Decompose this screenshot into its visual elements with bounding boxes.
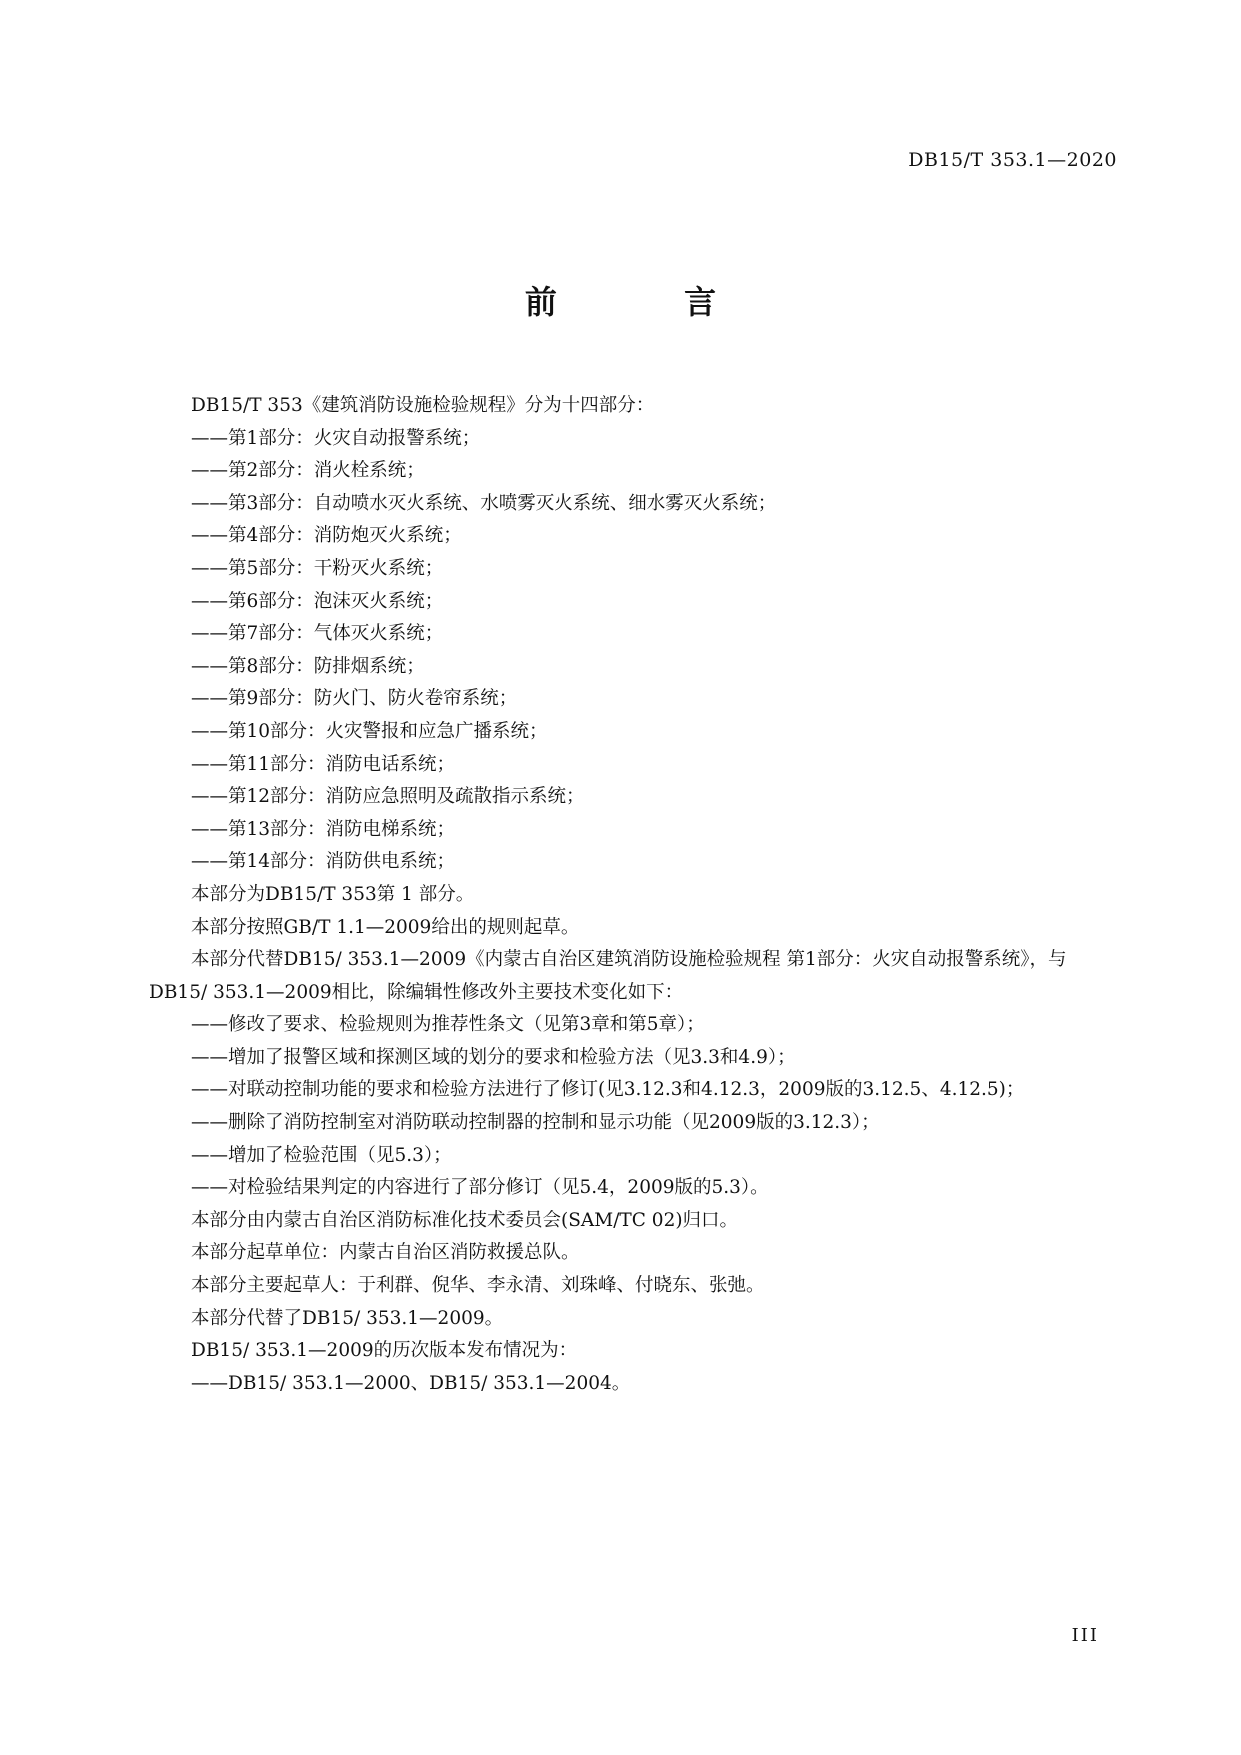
page-title: 前 言 bbox=[524, 283, 775, 321]
paragraph: 本部分主要起草人：于利群、倪华、李永清、刘珠峰、付晓东、张弛。 bbox=[191, 1275, 765, 1297]
list-item: ——增加了报警区域和探测区域的划分的要求和检验方法（见3.3和4.9）； bbox=[191, 1046, 796, 1068]
paragraph: 本部分由内蒙古自治区消防标准化技术委员会(SAM/TC 02)归口。 bbox=[191, 1209, 739, 1231]
list-item: ——第2部分：消火栓系统； bbox=[191, 460, 425, 482]
list-item: ——第10部分：火灾警报和应急广播系统； bbox=[191, 720, 548, 742]
page-number: III bbox=[1071, 1625, 1099, 1646]
paragraph: 本部分代替DB15/ 353.1—2009《内蒙古自治区建筑消防设施检验规程 第1部分：火灾自动报警系统》，与DB15/ 353.1—2009相比，除编辑性修改外主要技术变化如下： bbox=[149, 949, 1067, 1003]
list-item: ——第3部分：自动喷水灭火系统、水喷雾灭火系统、细水雾灭火系统； bbox=[191, 492, 777, 514]
list-item: ——第1部分：火灾自动报警系统； bbox=[191, 427, 481, 449]
list-item: ——第12部分：消防应急照明及疏散指示系统； bbox=[191, 786, 585, 808]
paragraph: 本部分为DB15/T 353第 1 部分。 bbox=[191, 883, 475, 905]
list-item: ——第9部分：防火门、防火卷帘系统； bbox=[191, 688, 518, 710]
list-item: ——对联动控制功能的要求和检验方法进行了修订(见3.12.3和4.12.3，2009版的3.12.5、4.12.5)； bbox=[191, 1079, 1025, 1101]
list-item: ——第8部分：防排烟系统； bbox=[191, 655, 425, 677]
document-body bbox=[149, 390, 1119, 1400]
list-item: ——对检验结果判定的内容进行了部分修订（见5.4，2009版的5.3）。 bbox=[191, 1177, 769, 1199]
list-item: ——修改了要求、检验规则为推荐性条文（见第3章和第5章）； bbox=[191, 1014, 705, 1036]
list-item: ——第7部分：气体灭火系统； bbox=[191, 623, 444, 645]
document-code: DB15/T 353.1—2020 bbox=[908, 149, 1117, 171]
paragraph: 本部分起草单位：内蒙古自治区消防救援总队。 bbox=[191, 1242, 580, 1264]
list-item: ——第14部分：消防供电系统； bbox=[191, 851, 456, 873]
list-item: ——删除了消防控制室对消防联动控制器的控制和显示功能（见2009版的3.12.3）； bbox=[191, 1112, 880, 1134]
list-item: ——DB15/ 353.1—2000、DB15/ 353.1—2004。 bbox=[191, 1372, 631, 1394]
paragraph: DB15/T 353《建筑消防设施检验规程》分为十四部分： bbox=[191, 395, 655, 416]
list-item: ——第4部分：消防炮灭火系统； bbox=[191, 525, 462, 547]
list-item: ——第6部分：泡沫灭火系统； bbox=[191, 590, 444, 612]
list-item: ——第13部分：消防电梯系统； bbox=[191, 818, 456, 840]
paragraph: DB15/ 353.1—2009的历次版本发布情况为： bbox=[191, 1340, 578, 1362]
paragraph: 本部分按照GB/T 1.1—2009给出的规则起草。 bbox=[191, 916, 580, 938]
paragraph: 本部分代替了DB15/ 353.1—2009。 bbox=[191, 1307, 504, 1329]
list-item: ——第5部分：干粉灭火系统； bbox=[191, 557, 444, 579]
list-item: ——第11部分：消防电话系统； bbox=[191, 753, 456, 775]
list-item: ——增加了检验范围（见5.3）； bbox=[191, 1144, 452, 1166]
